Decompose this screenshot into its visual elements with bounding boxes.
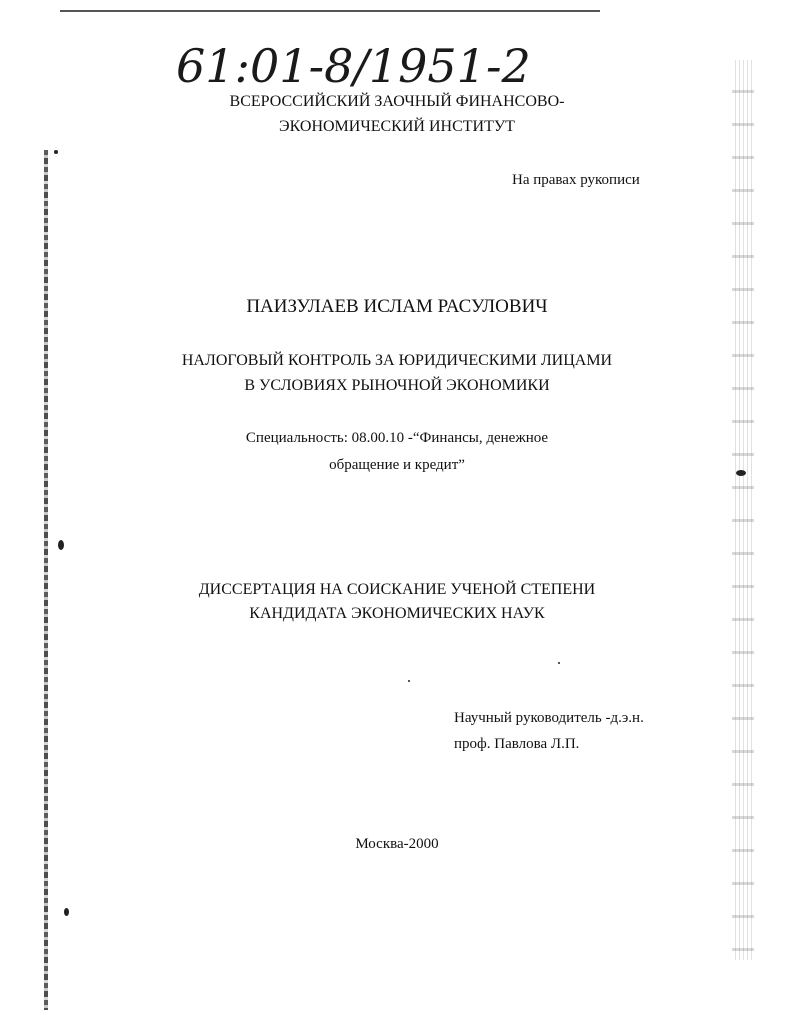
place-and-year: Москва-2000 (355, 836, 439, 852)
thesis-title-line-1: НАЛОГОВЫЙ КОНТРОЛЬ ЗА ЮРИДИЧЕСКИМИ ЛИЦАМИ (181, 352, 613, 369)
supervisor-line-2: проф. Павлова Л.П. (454, 736, 580, 752)
scan-speck (54, 150, 58, 154)
institution-line-2: ЭКОНОМИЧЕСКИЙ ИНСТИТУТ (279, 118, 515, 135)
archive-code-text: 61:01-8/1951-2 (176, 39, 531, 93)
degree-line-2: КАНДИДАТА ЭКОНОМИЧЕСКИХ НАУК (249, 605, 545, 622)
handwritten-archive-code (172, 38, 531, 96)
scan-speck (64, 908, 69, 916)
scan-artifact-top-line (60, 10, 600, 12)
thesis-title-line-2: В УСЛОВИЯХ РЫНОЧНОЙ ЭКОНОМИКИ (244, 377, 550, 394)
scan-speck (58, 540, 64, 550)
institution-line-1: ВСЕРОССИЙСКИЙ ЗАОЧНЫЙ ФИНАНСОВО- (229, 93, 565, 110)
specialty-line-2: обращение и кредит” (329, 457, 465, 473)
rights-note: На правах рукописи (512, 172, 640, 188)
scan-speck (408, 680, 410, 682)
scan-artifact-right-edge (732, 60, 754, 960)
author-name: ПАИЗУЛАЕВ ИСЛАМ РАСУЛОВИЧ (246, 296, 548, 317)
degree-line-1: ДИССЕРТАЦИЯ НА СОИСКАНИЕ УЧЕНОЙ СТЕПЕНИ (198, 581, 596, 598)
supervisor-line-1: Научный руководитель -д.э.н. (454, 710, 644, 726)
specialty-line-1: Специальность: 08.00.10 -“Финансы, денежное (245, 430, 549, 446)
scan-speck (558, 662, 560, 664)
